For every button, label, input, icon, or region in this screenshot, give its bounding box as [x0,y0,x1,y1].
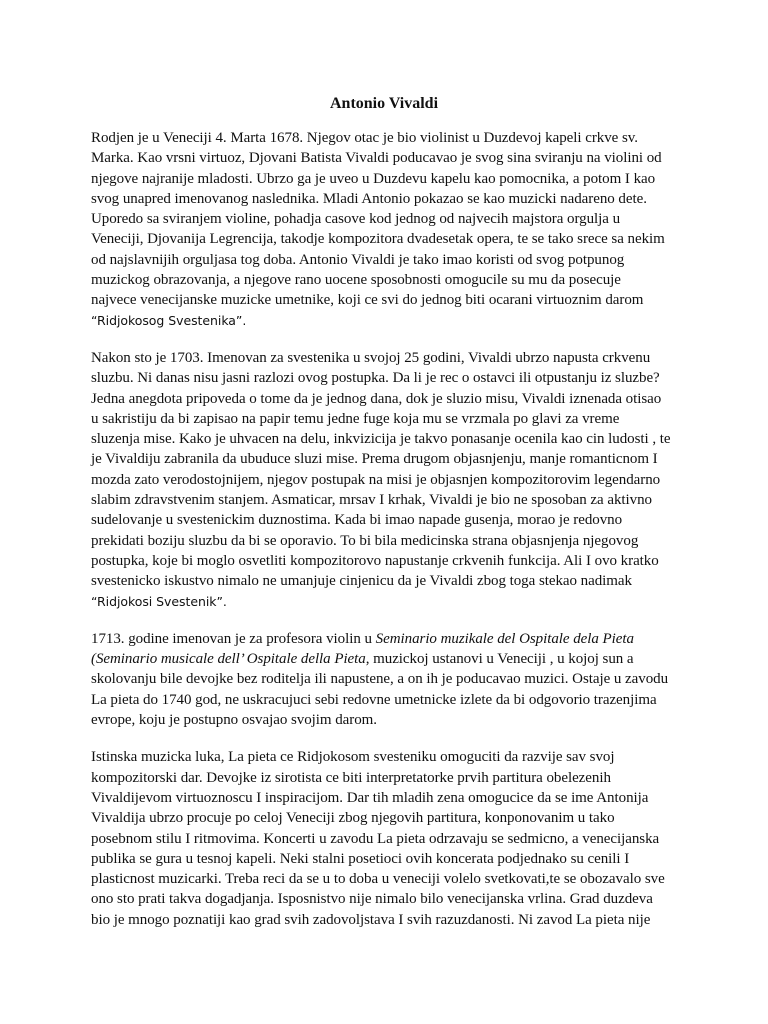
text-line: Jedna anegdota pripoveda o tome da je jednog dana, dok je sluzio misu, Vivaldi iznenada otisao [91,390,662,407]
text-line: Vivaldijevom virtuoznoscu I inspiracijom. Dar tih mladih zena omogucice da se ime Antonija [91,789,649,806]
paragraph-2 [91,348,691,612]
paragraph-4 [91,747,691,930]
nickname-quote: “Ridjokosi Svestenik”. [91,593,227,609]
text-line: evrope, koju je postupno osvajao svojim darom. [91,712,377,729]
text-line: slabim zdravstvenim stanjem. Asmaticar, mrsav I krhak, Vivaldi je bio ne sposoban za aktivno [91,492,652,509]
text-line: mozda zato verodostojnijem, njegov postupak na misi je objasnjen kompozitorovim legendarno [91,471,661,488]
document-title: Antonio Vivaldi [329,95,439,112]
text-line: muzickog obrazovanja, a njegove rano uocene sposobnosti omogucile su mu da posecuje [91,272,621,289]
text-run: , muzickoj ustanovi u Veneciji , u kojoj sun a [365,651,634,668]
text-line: sluzbu. Ni danas nisu jasni razlozi ovog postupka. Da li je rec o ostavci ili otpustanju iz sluzbe? [91,370,660,387]
text-line: Vivaldija ubrzo procuje po celoj Veneciji zbog njegovih partitura, konponovanim u tako [91,810,615,827]
text-line: kompozitorski dar. Devojke iz sirotista ce biti interpretatorke prvih partitura obelezenih [91,769,611,786]
text-run: 1713. godine imenovan je za profesora violin u [91,630,376,647]
text-line: Marka. Kao vrsni virtuoz, Djovani Batista Vivaldi poducavao je svog sina sviranju na violini od [91,150,662,167]
text-line: La pieta do 1740 god, ne uskracujuci sebi redovne umetnicke izlete da bi odgovorio trazenjima [91,691,657,708]
text-line: postupka, koje bi moglo osvetliti kompozitorovo napustanje crkvenih funkcija. Ali I ovo kratko [91,552,659,569]
text-line: najvece venecijanske muzicke umetnike, koji ce svi do jednog biti ocarani virtuoznim darom [91,292,644,309]
text-line: od najslavnijih orguljasa tog doba. Antonio Vivaldi je tako imao koristi od svog potpunog [91,251,625,268]
text-line: ono sto prati takva dogadjanja. Isposnistvo nije nimalo bilo venecijanska vrlina. Grad duzdeva [91,891,653,908]
text-line: u sakristiju da bi zapisao na papir temu jedne fuge koja mu se vrzmala po glavi za vreme [91,410,620,427]
text-line: bio je mnogo poznatiji kao grad svih zadovoljstava I svih razuzdanosti. Ni zavod La pieta nije [91,911,651,928]
italic-institution-name: Seminario muzikale del Ospitale dela Pieta [375,630,634,647]
text-line: plasticnost muzicarki. Treba reci da se u to doba u veneciji volelo svetkovati,te se obozavalo sve [91,871,665,888]
text-line [91,629,691,649]
text-line: Istinska muzicka luka, La pieta ce Ridjokosom svesteniku omoguciti da razvije sav svoj [91,749,615,766]
paragraph-3 [91,629,691,730]
text-line: Uporedo sa sviranjem violine, pohadja casove kod jednog od najvecih majstora orgulja u [91,211,621,228]
text-line: Veneciji, Djovanija Legrencija, takodje kompozitora dvadesetak opera, te se tako srece sa nekim [91,231,665,248]
text-line: publika se gura u tesnoj kapeli. Neki stalni posetioci ovih koncerata podjednako su cenili I [91,850,630,867]
text-line [91,649,691,669]
text-line: svog unapred imenovanog naslednika. Mladi Antonio pokazao se kao muzicki nadareno dete. [91,190,647,207]
italic-institution-name: (Seminario musicale dell’ Ospitale della Pieta [91,651,366,668]
text-line: skolovanju bile devojke bez roditelja ili napustene, a on ih je poducavao muzici. Ostaje u zavodu [91,671,669,688]
text-line: Rodjen je u Veneciji 4. Marta 1678. Njegov otac je bio violinist u Duzdevoj kapeli crkve sv. [91,130,638,146]
text-line: je Vivaldiju zabranila da ubuduce sluzi mise. Prema drugom objasnjenju, manje romanticnom I [91,451,658,468]
text-line: svestenicko iskustvo nimalo ne umanjuje cinjenicu da je Vivaldi zbog toga stekao nadimak [91,573,632,590]
nickname-quote: “Ridjokosog Svestenika”. [91,312,247,328]
document-body [91,128,691,947]
text-line: sluzenja mise. Kako je uhvacen na delu, inkvizicija je takvo ponasanje ocenila kao cin ludosti , te [91,431,671,448]
text-line: njegove najranije mladosti. Ubrzo ga je uveo u Duzdevu kapelu kao pomocnika, a potom I kao [91,170,656,187]
text-line: prekidati boziju sluzbu da bi se oporavio. To bi bila medicinska strana objasnjenja njegovog [91,532,639,549]
text-line: sudelovanje u svestenickim duznostima. Kada bi imao napade gusenja, morao je redovno [91,512,623,529]
paragraph-1 [91,128,691,331]
text-line: posebnom stilu I ritmovima. Koncerti u zavodu La pieta odrzavaju se sedmicno, a venecijanska [91,830,660,847]
text-line: Nakon sto je 1703. Imenovan za svestenika u svojoj 25 godini, Vivaldi ubrzo napusta crkvenu [91,349,651,366]
